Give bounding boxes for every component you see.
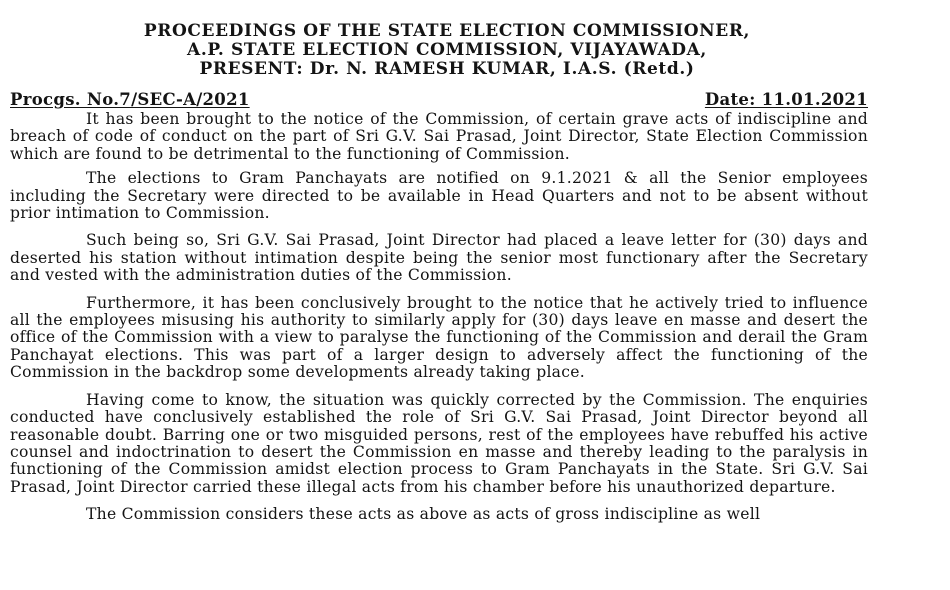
proceedings-heading bbox=[26, 22, 868, 79]
document-body bbox=[10, 111, 868, 524]
paragraph-5: Having come to know, the situation was quickly corrected by the Commission. The enquiries conducted have conclusively established the role of Sri G.V. Sai Prasad, Joint Director beyond all reasonable doubt. Barring one or two misguided persons, rest of the employees have rebuffed his active counsel and indoctrination to desert the Commission en masse and thereby leading to the paralysis in functioning of the Commission amidst election process to Gram Panchayats in the State. Sri G.V. Sai Prasad, Joint Director carried these illegal acts from his chamber before his unauthorized departure. bbox=[10, 390, 868, 496]
paragraph-6: The Commission considers these acts as above as acts of gross indiscipline as well bbox=[86, 505, 761, 524]
heading-line-1: PROCEEDINGS OF THE STATE ELECTION COMMISSIONER, bbox=[143, 21, 751, 41]
paragraph-4: Furthermore, it has been conclusively brought to the notice that he actively tried to influence all the employees misusing his authority to similarly apply for (30) days leave en masse and desert the office of the Commission with a view to paralyse the functioning of the Commission and derail the Gram Panchayat elections. This was part of a larger design to adversely affect the functioning of the Commission in the backdrop some developments already taking place. bbox=[10, 293, 868, 382]
reference-line bbox=[10, 90, 868, 109]
heading-line-2: A.P. STATE ELECTION COMMISSION, VIJAYAWADA, bbox=[187, 40, 707, 60]
proceedings-date: Date: 11.01.2021 bbox=[704, 90, 868, 109]
paragraph-3: Such being so, Sri G.V. Sai Prasad, Joint Director had placed a leave letter for (30) days and deserted his station without intimation despite being the senior most functionary after the Secretary and vested with the administration duties of the Commission. bbox=[10, 231, 868, 285]
paragraph-2: The elections to Gram Panchayats are notified on 9.1.2021 & all the Senior employees including the Secretary were directed to be available in Head Quarters and not to be absent without prior intimation to Commission. bbox=[10, 169, 868, 223]
proceedings-number: Procgs. No.7/SEC-A/2021 bbox=[10, 90, 250, 109]
paragraph-1: It has been brought to the notice of the Commission, of certain grave acts of indiscipline and breach of code of conduct on the part of Sri G.V. Sai Prasad, Joint Director, State Election Commission which are found to be detrimental to the functioning of Commission. bbox=[10, 110, 868, 163]
heading-line-3: PRESENT: Dr. N. RAMESH KUMAR, I.A.S. (Retd.) bbox=[199, 59, 695, 79]
